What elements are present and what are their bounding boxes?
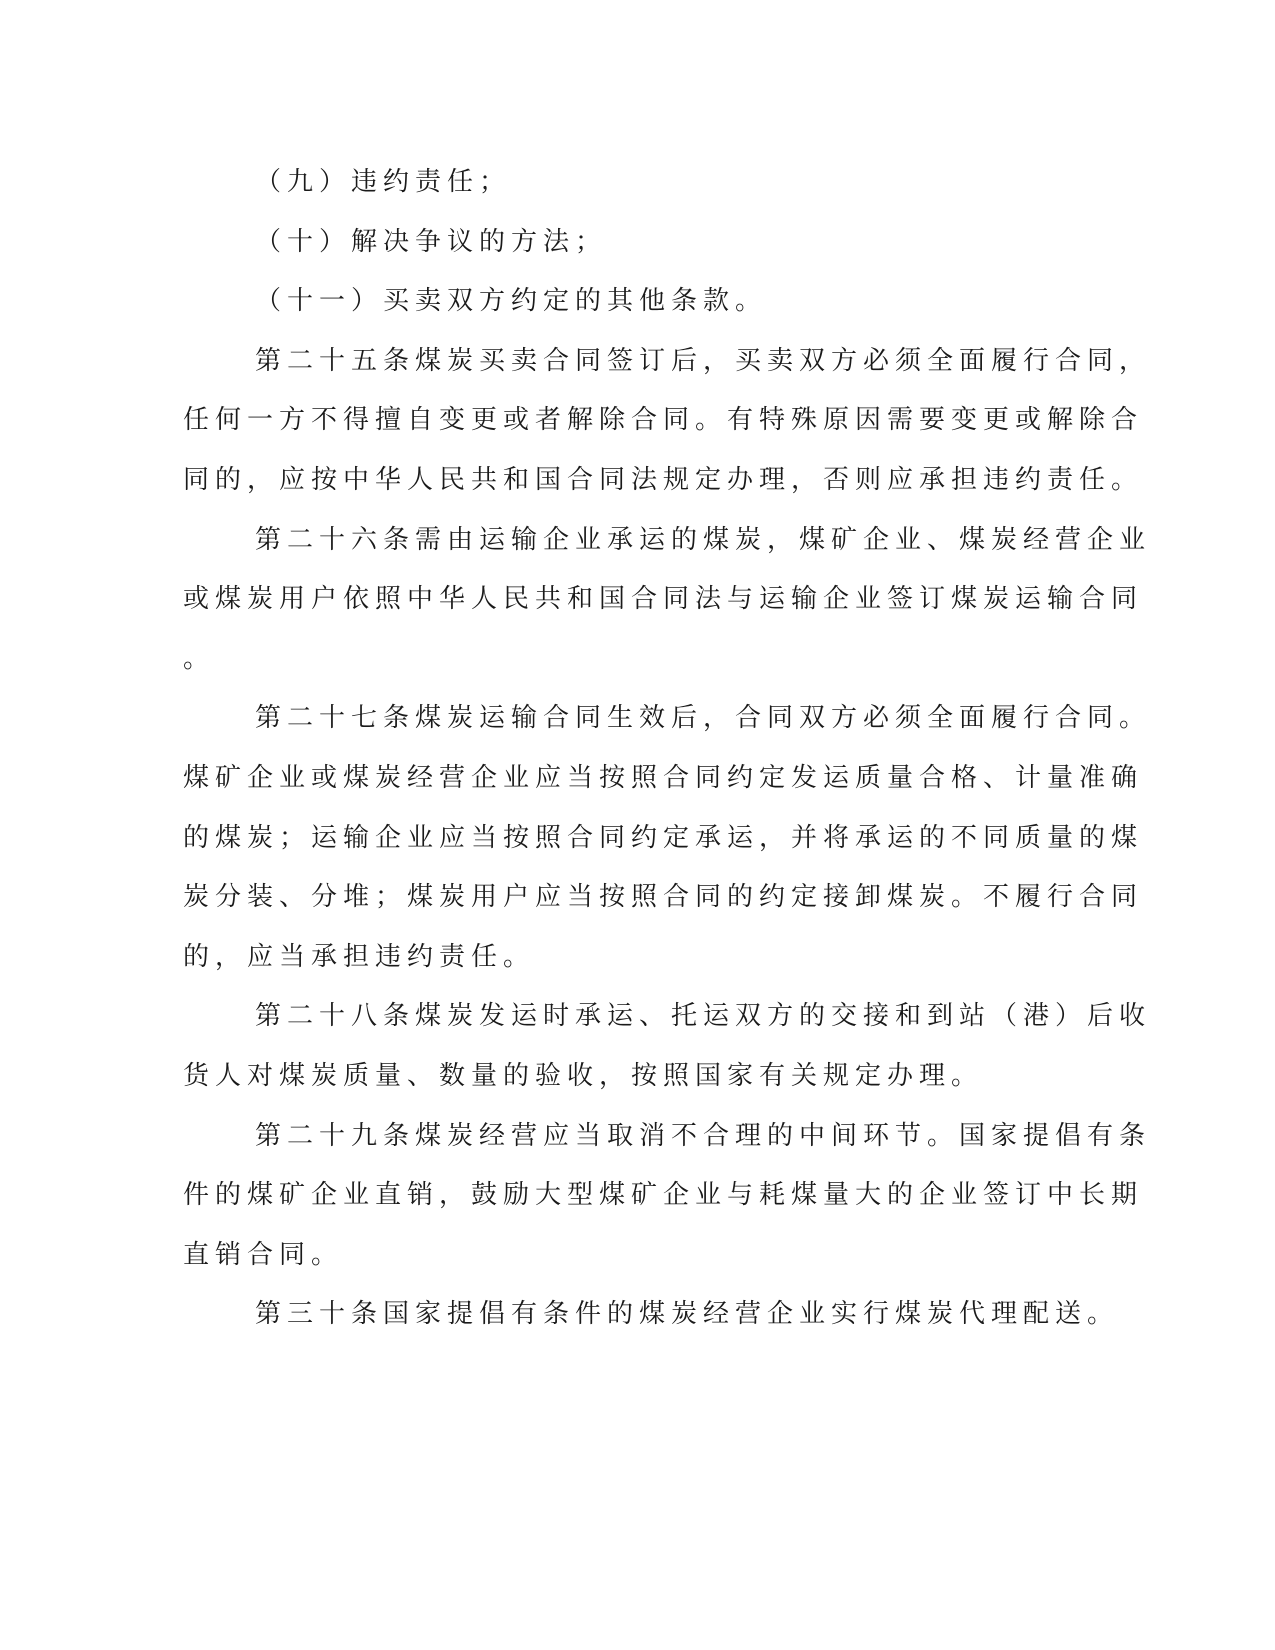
clause-item-10: （十）解决争议的方法；	[255, 226, 608, 257]
article-27-line-5: 的，应当承担违约责任。	[183, 941, 536, 972]
article-30-line-1: 第三十条国家提倡有条件的煤炭经营企业实行煤炭代理配送。	[255, 1299, 1120, 1330]
article-25-line-1: 第二十五条煤炭买卖合同签订后，买卖双方必须全面履行合同，	[255, 345, 1152, 376]
clause-item-11: （十一）买卖双方约定的其他条款。	[255, 286, 768, 317]
article-27-line-4: 炭分装、分堆；煤炭用户应当按照合同的约定接卸煤炭。不履行合同	[183, 882, 1144, 913]
article-25-line-3: 同的，应按中华人民共和国合同法规定办理，否则应承担违约责任。	[183, 464, 1144, 495]
article-27-line-3: 的煤炭；运输企业应当按照合同约定承运，并将承运的不同质量的煤	[183, 822, 1144, 853]
article-27-line-1: 第二十七条煤炭运输合同生效后，合同双方必须全面履行合同。	[255, 703, 1152, 734]
article-29-line-3: 直销合同。	[183, 1239, 344, 1270]
article-28-line-2: 货人对煤炭质量、数量的验收，按照国家有关规定办理。	[183, 1060, 984, 1091]
article-29-line-1: 第二十九条煤炭经营应当取消不合理的中间环节。国家提倡有条	[255, 1120, 1152, 1151]
article-26-line-2: 或煤炭用户依照中华人民共和国合同法与运输企业签订煤炭运输合同	[183, 584, 1144, 615]
article-26-line-1: 第二十六条需由运输企业承运的煤炭，煤矿企业、煤炭经营企业	[255, 524, 1152, 555]
document-body	[183, 153, 1152, 1345]
article-29-line-2: 件的煤矿企业直销，鼓励大型煤矿企业与耗煤量大的企业签订中长期	[183, 1180, 1144, 1211]
article-25-line-2: 任何一方不得擅自变更或者解除合同。有特殊原因需要变更或解除合	[183, 405, 1144, 436]
article-28-line-1: 第二十八条煤炭发运时承运、托运双方的交接和到站（港）后收	[255, 1001, 1152, 1032]
clause-item-9: （九）违约责任；	[255, 167, 512, 197]
article-27-line-2: 煤矿企业或煤炭经营企业应当按照合同约定发运质量合格、计量准确	[183, 762, 1144, 793]
article-26-line-3: 。	[183, 643, 216, 674]
